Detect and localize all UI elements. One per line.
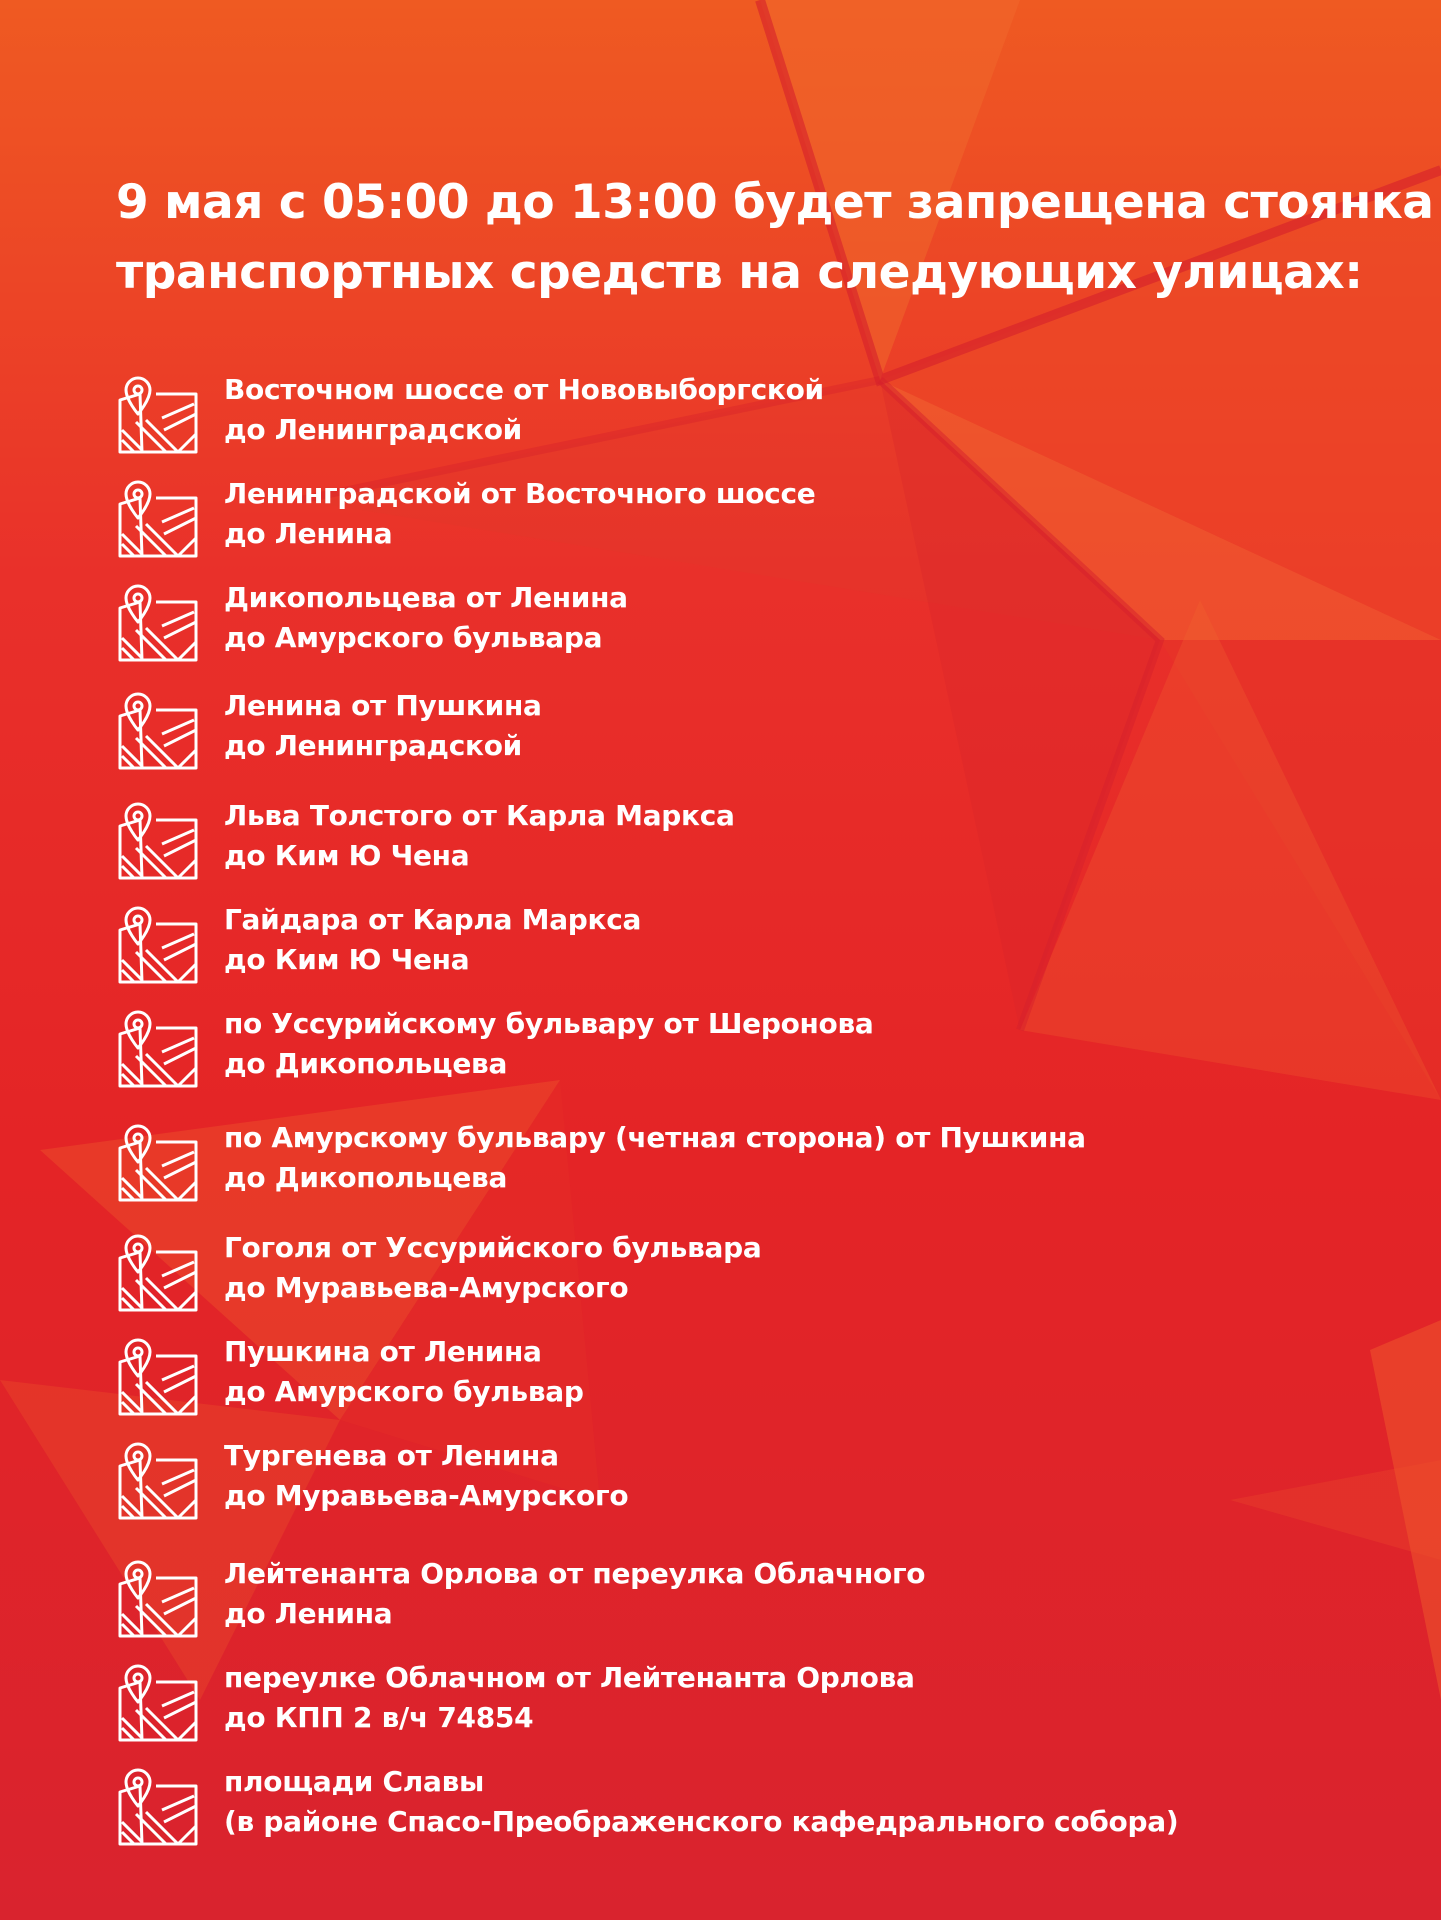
street-text — [224, 1436, 1324, 1516]
list-item — [116, 578, 1366, 664]
street-line-1: Восточном шоссе от Нововыборгской — [224, 373, 824, 406]
title-line-2: транспортных средств на следующих улицах: — [116, 245, 1363, 300]
street-line-1: Ленина от Пушкина — [224, 689, 542, 722]
street-line-2: до Ленина — [224, 1597, 393, 1630]
title-line-1: 9 мая с 05:00 до 13:00 будет запрещена стоянка — [116, 175, 1434, 230]
street-line-1: Дикопольцева от Ленина — [224, 581, 628, 614]
map-pin-icon — [116, 1662, 198, 1744]
map-pin-icon — [116, 800, 198, 882]
list-item — [116, 1332, 1366, 1418]
list-item — [116, 1554, 1366, 1640]
street-text — [224, 1118, 1324, 1198]
list-item — [116, 900, 1366, 986]
street-line-2: до Муравьева-Амурского — [224, 1271, 629, 1304]
list-item — [116, 686, 1366, 772]
street-line-2: до Дикопольцева — [224, 1047, 508, 1080]
map-pin-icon — [116, 374, 198, 456]
list-item — [116, 1228, 1366, 1314]
map-pin-icon — [116, 1440, 198, 1522]
street-line-1: переулке Облачном от Лейтенанта Орлова — [224, 1661, 915, 1694]
street-text — [224, 578, 1324, 658]
street-line-2: до Ким Ю Чена — [224, 943, 470, 976]
map-pin-icon — [116, 1232, 198, 1314]
street-line-2: до Дикопольцева — [224, 1161, 508, 1194]
list-item — [116, 1658, 1366, 1744]
map-pin-icon — [116, 582, 198, 664]
street-text — [224, 1228, 1324, 1308]
map-pin-icon — [116, 1122, 198, 1204]
street-text — [224, 686, 1324, 766]
map-pin-icon — [116, 690, 198, 772]
street-line-2: до Ленинградской — [224, 413, 522, 446]
street-line-1: по Амурскому бульвару (четная сторона) от Пушкина — [224, 1121, 1086, 1154]
street-line-2: до Амурского бульвар — [224, 1375, 584, 1408]
street-text — [224, 370, 1324, 450]
map-pin-icon — [116, 1008, 198, 1090]
list-item — [116, 370, 1366, 456]
map-pin-icon — [116, 1336, 198, 1418]
street-line-2: до Ленинградской — [224, 729, 522, 762]
list-item — [116, 1118, 1366, 1204]
street-line-2: до КПП 2 в/ч 74854 — [224, 1701, 534, 1734]
map-pin-icon — [116, 1558, 198, 1640]
street-text — [224, 900, 1324, 980]
list-item — [116, 474, 1366, 560]
street-line-2: до Муравьева-Амурского — [224, 1479, 629, 1512]
street-line-1: площади Славы — [224, 1765, 485, 1798]
street-text — [224, 1658, 1324, 1738]
map-pin-icon — [116, 904, 198, 986]
map-pin-icon — [116, 1766, 198, 1848]
map-pin-icon — [116, 478, 198, 560]
street-line-2: до Ленина — [224, 517, 393, 550]
street-text — [224, 474, 1324, 554]
list-item — [116, 1004, 1366, 1090]
street-line-1: Тургенева от Ленина — [224, 1439, 559, 1472]
street-line-1: Пушкина от Ленина — [224, 1335, 542, 1368]
street-line-2: до Ким Ю Чена — [224, 839, 470, 872]
street-text — [224, 1762, 1324, 1842]
street-line-1: Льва Толстого от Карла Маркса — [224, 799, 735, 832]
street-line-2: до Амурского бульвара — [224, 621, 603, 654]
street-text — [224, 1332, 1324, 1412]
list-item — [116, 796, 1366, 882]
street-text — [224, 1004, 1324, 1084]
street-line-1: Гайдара от Карла Маркса — [224, 903, 642, 936]
street-line-1: Гоголя от Уссурийского бульвара — [224, 1231, 762, 1264]
street-line-1: Лейтенанта Орлова от переулка Облачного — [224, 1557, 926, 1590]
street-line-1: Ленинградской от Восточного шоссе — [224, 477, 816, 510]
street-line-2: (в районе Спасо-Преображенского кафедрального собора) — [224, 1805, 1179, 1838]
street-text — [224, 1554, 1324, 1634]
street-text — [224, 796, 1324, 876]
page-title — [116, 168, 1434, 308]
street-line-1: по Уссурийскому бульвару от Шеронова — [224, 1007, 874, 1040]
list-item — [116, 1762, 1366, 1848]
list-item — [116, 1436, 1366, 1522]
